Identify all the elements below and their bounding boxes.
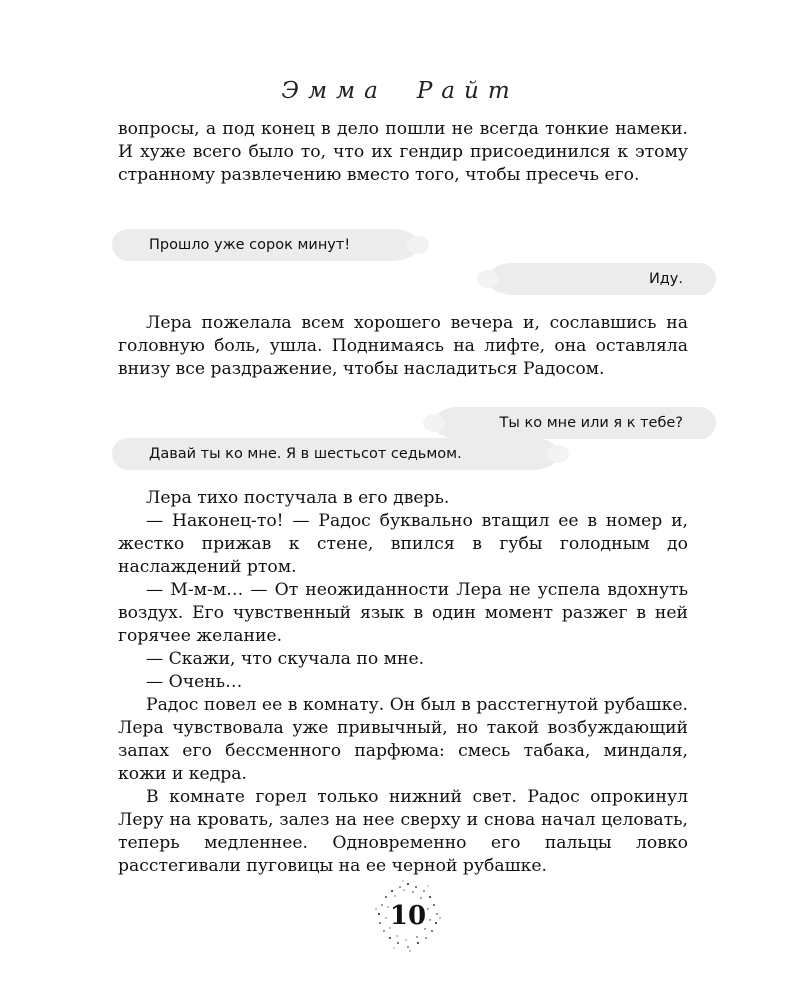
running-header — [0, 74, 800, 108]
message-bubble-incoming — [112, 438, 559, 470]
paragraph-3: Лера тихо постучала в его дверь. — [146, 488, 450, 508]
page-number-text: 10 — [389, 901, 427, 931]
paragraph-1: вопросы, а под конец в дело пошли не всегда тонкие намеки. И хуже всего было то, что их гендир присоединился к этому странному развлечению вместо того, чтобы пресечь его. — [118, 119, 688, 185]
message-bubble-outgoing — [487, 263, 716, 295]
message-text: Ты ко мне или я к тебе? — [499, 415, 683, 431]
author-first-name: Эмма — [281, 78, 387, 104]
message-text: Давай ты ко мне. Я в шестьсот седьмом. — [149, 446, 462, 462]
message-bubble-incoming — [112, 229, 419, 261]
author-last-name: Райт — [416, 78, 519, 104]
page-number — [370, 878, 446, 954]
message-bubble-outgoing — [433, 407, 716, 439]
paragraph-9: В комнате горел только нижний свет. Радос опрокинул Леру на кровать, залез на нее сверху и снова начал целовать, теперь медленнее. Одновременно его пальцы ловко расстегивали пуговицы на ее черной рубашке. — [118, 787, 688, 876]
paragraph-8: Радос повел ее в комнату. Он был в расстегнутой рубашке. Лера чувствовала уже привычный, но такой возбуждающий запах его бессменного парфюма: смесь табака, миндаля, кожи и кедра. — [118, 695, 688, 784]
paragraph-4: — Наконец-то! — Радос буквально втащил ее в номер и, жестко прижав к стене, впился в губы голодным до наслаждений ртом. — [118, 511, 688, 577]
paragraph-6: — Скажи, что скучала по мне. — [146, 649, 425, 669]
paragraph-2: Лера пожелала всем хорошего вечера и, сославшись на головную боль, ушла. Поднимаясь на лифте, она оставляла внизу все раздражение, чтобы насладиться Радосом. — [118, 313, 688, 379]
message-text: Прошло уже сорок минут! — [149, 237, 351, 253]
paragraph-5: — М-м-м… — От неожиданности Лера не успела вдохнуть воздух. Его чувственный язык в один момент разжег в ней горячее желание. — [118, 580, 688, 646]
message-text: Иду. — [648, 271, 683, 287]
paragraph-7: — Очень… — [146, 672, 243, 692]
